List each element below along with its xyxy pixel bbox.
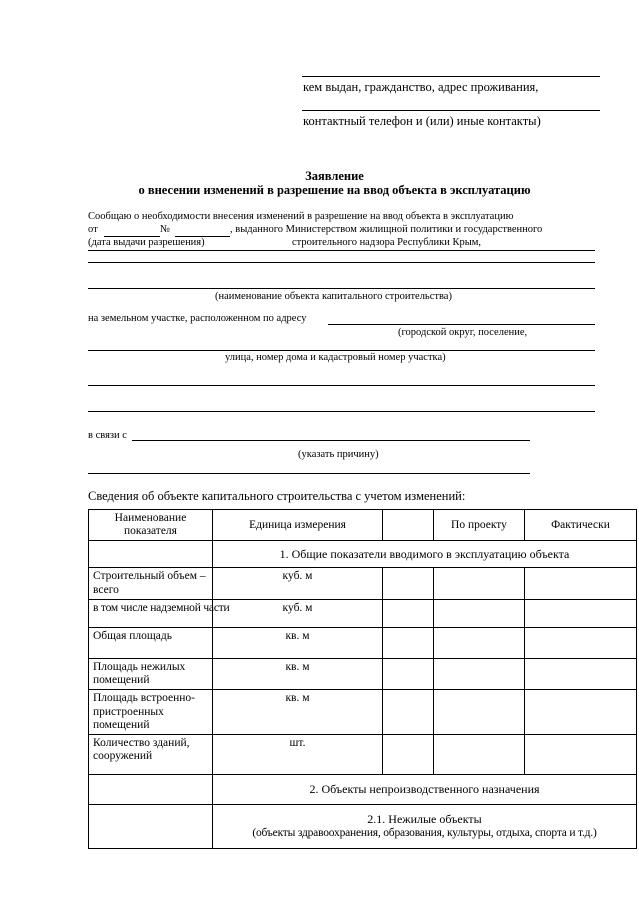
- cell-actual[interactable]: [525, 599, 637, 627]
- cell-actual[interactable]: [525, 690, 637, 735]
- header-blank: [383, 510, 434, 541]
- reason-caption: (указать причину): [298, 449, 379, 460]
- section-2-1-block: [213, 804, 637, 848]
- section-spacer: [89, 804, 213, 848]
- cell-blank[interactable]: [383, 690, 434, 735]
- section-2-1-title: 2.1. Нежилые объекты: [367, 811, 482, 826]
- reason-line-2[interactable]: [88, 473, 530, 474]
- cell-actual[interactable]: [525, 568, 637, 599]
- section-2-1-subtitle: (объекты здравоохранения, образования, культуры, отдыха, спорта и т.д.): [252, 826, 597, 839]
- permit-issuer-text-2: строительного надзора Республики Крым,: [292, 237, 482, 248]
- body-paragraph-1: Сообщаю о необходимости внесения изменений в разрешение на ввод объекта в эксплуатацию: [88, 211, 514, 222]
- row-unit: куб. м: [213, 568, 383, 599]
- table-row: [89, 734, 637, 774]
- cell-by-project[interactable]: [434, 568, 525, 599]
- table-row: [89, 568, 637, 599]
- extra-line-1[interactable]: [88, 385, 595, 386]
- row-name: Общая площадь: [89, 627, 213, 658]
- applicant-caption-1: кем выдан, гражданство, адрес проживания,: [303, 80, 539, 94]
- object-name-line[interactable]: [88, 288, 595, 289]
- header-indicator-name: Наименование показателя: [89, 510, 213, 541]
- header-by-project: По проекту: [434, 510, 525, 541]
- applicant-caption-2: контактный телефон и (или) иные контакты): [303, 114, 541, 128]
- applicant-line-2: [302, 110, 600, 111]
- cell-blank[interactable]: [383, 599, 434, 627]
- permit-from-label: от: [88, 224, 98, 235]
- permit-issuer-text: , выданного Министерством жилищной политики и государственного: [230, 224, 543, 235]
- street-caption: улица, номер дома и кадастровый номер участка): [225, 352, 446, 363]
- section-row: [89, 774, 637, 804]
- cell-by-project[interactable]: [434, 690, 525, 735]
- row-unit: куб. м: [213, 599, 383, 627]
- extra-line-2[interactable]: [88, 411, 595, 412]
- row-unit: кв. м: [213, 690, 383, 735]
- document-subtitle: о внесении изменений в разрешение на ввод объекта в эксплуатацию: [138, 183, 531, 197]
- cell-by-project[interactable]: [434, 627, 525, 658]
- table-row: [89, 690, 637, 735]
- row-unit: шт.: [213, 734, 383, 774]
- reason-label: в связи с: [88, 430, 127, 441]
- cell-blank[interactable]: [383, 658, 434, 689]
- permit-date-caption: (дата выдачи разрешения): [88, 237, 205, 248]
- header-actual: Фактически: [525, 510, 637, 541]
- cell-blank[interactable]: [383, 734, 434, 774]
- street-line[interactable]: [88, 350, 595, 351]
- permit-line-1: [88, 250, 595, 251]
- header-unit: Единица измерения: [213, 510, 383, 541]
- applicant-line-1: [302, 76, 600, 77]
- section-2-title: 2. Объекты непроизводственного назначения: [213, 774, 637, 804]
- cell-actual[interactable]: [525, 627, 637, 658]
- document-title: Заявление: [305, 169, 364, 183]
- object-info-table: [88, 509, 637, 849]
- cell-by-project[interactable]: [434, 658, 525, 689]
- section-spacer: [89, 774, 213, 804]
- land-address-field[interactable]: [328, 324, 595, 325]
- section-spacer: [89, 541, 213, 568]
- object-name-caption: (наименование объекта капитального строительства): [215, 291, 452, 302]
- table-header-row: [89, 510, 637, 541]
- permit-number-label: №: [160, 224, 171, 235]
- cell-by-project[interactable]: [434, 734, 525, 774]
- row-name: Площадь нежилых помещений: [89, 658, 213, 689]
- cell-by-project[interactable]: [434, 599, 525, 627]
- row-name: в том числе надземной части: [89, 599, 213, 627]
- reason-field[interactable]: [132, 440, 530, 441]
- table-row: [89, 627, 637, 658]
- cell-blank[interactable]: [383, 568, 434, 599]
- table-intro: Сведения об объекте капитального строительства с учетом изменений:: [88, 489, 466, 503]
- row-name: Количество зданий, сооружений: [89, 734, 213, 774]
- table-row: [89, 658, 637, 689]
- permit-line-2: [88, 262, 595, 263]
- section-1-title: 1. Общие показатели вводимого в эксплуатацию объекта: [213, 541, 637, 568]
- section-row: [89, 541, 637, 568]
- row-name: Строительный объем – всего: [89, 568, 213, 599]
- cell-blank[interactable]: [383, 627, 434, 658]
- row-unit: кв. м: [213, 658, 383, 689]
- cell-actual[interactable]: [525, 734, 637, 774]
- row-name: Площадь встроенно-пристроенных помещений: [89, 690, 213, 735]
- table-row: [89, 599, 637, 627]
- row-unit: кв. м: [213, 627, 383, 658]
- land-address-label: на земельном участке, расположенном по адресу: [88, 313, 307, 324]
- section-row: [89, 804, 637, 848]
- district-caption: (городской округ, поселение,: [398, 327, 528, 338]
- cell-actual[interactable]: [525, 658, 637, 689]
